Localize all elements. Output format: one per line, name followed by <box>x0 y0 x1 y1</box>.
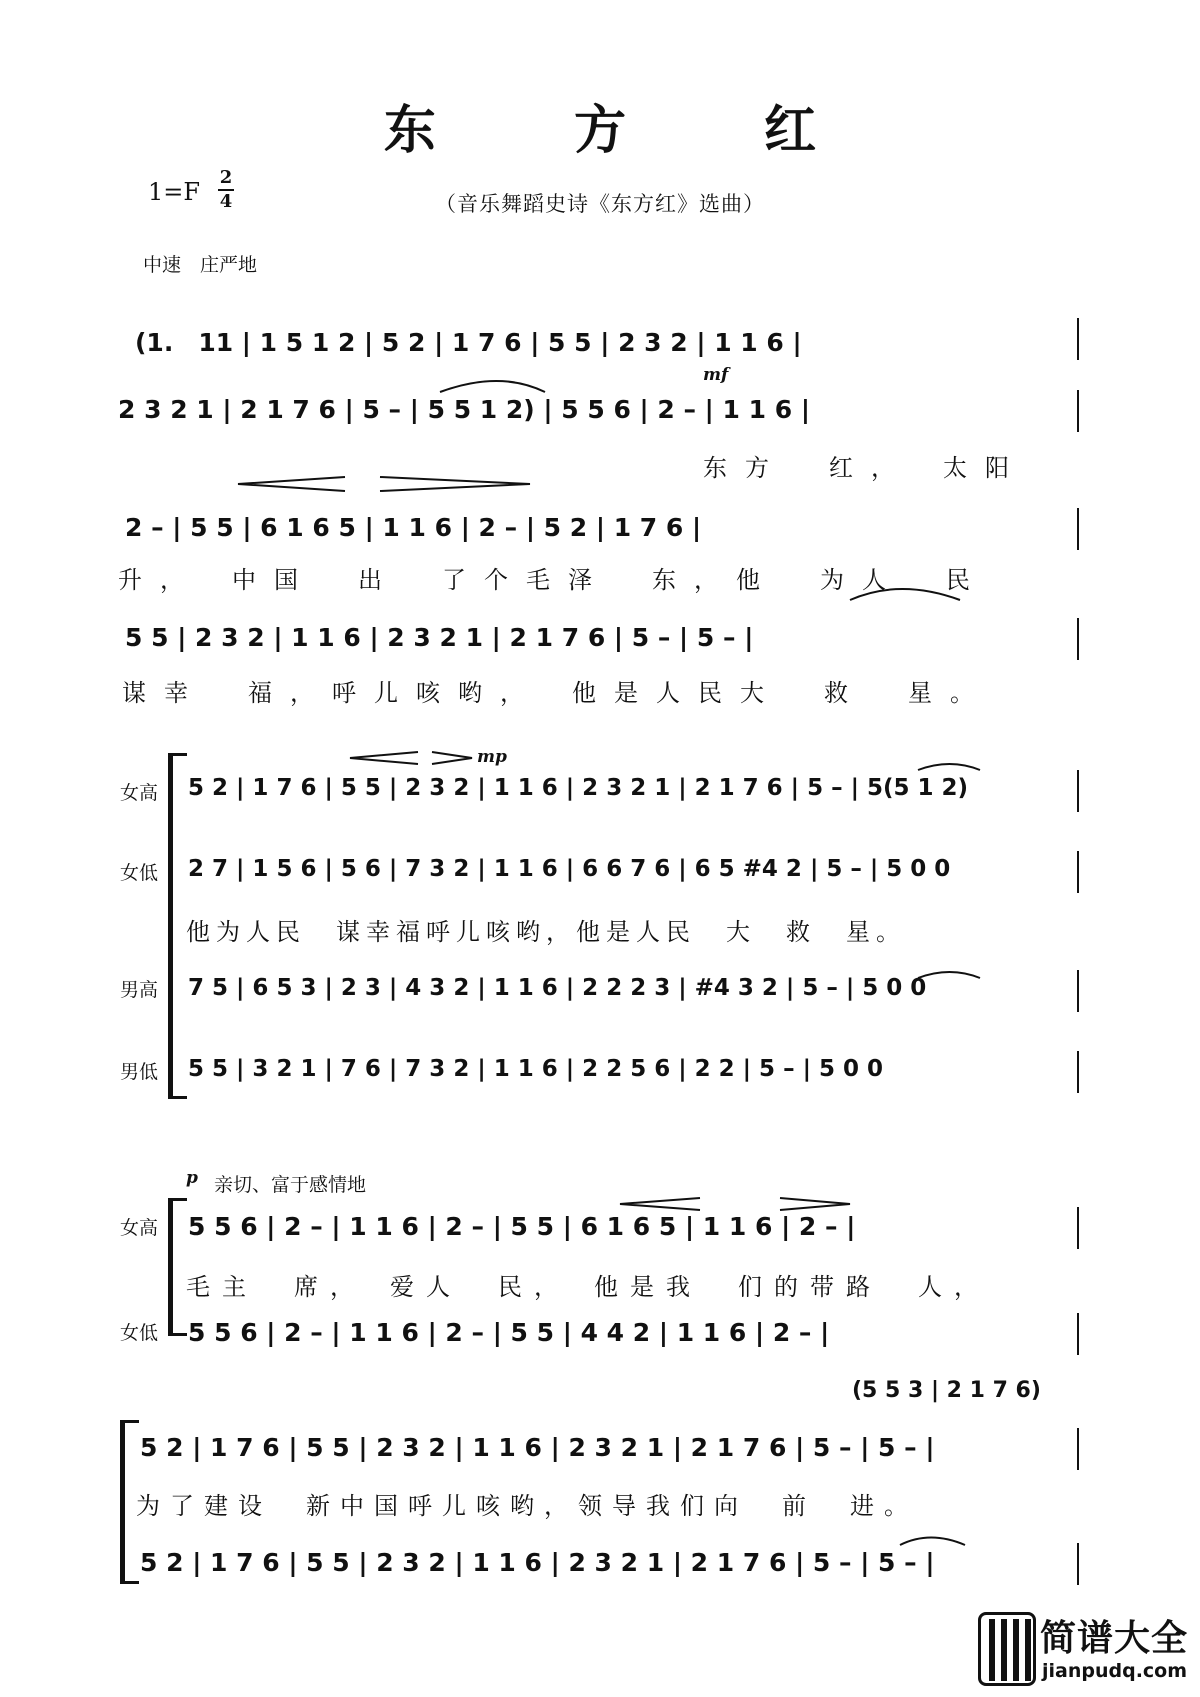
decrescendo-hairpin <box>380 477 530 491</box>
notes: 5 2 | 1 7 6 | 5 5 | 2 3 2 | 1 1 6 | 2 3 2 1 | 2 1 7 6 | 5 – | 5(5 1 2) <box>188 775 969 801</box>
crescendo-hairpin <box>350 752 418 764</box>
notes: 5 5 | 2 3 2 | 1 1 6 | 2 3 2 1 | 2 1 7 6 | 5 – | 5 – | <box>125 623 754 652</box>
part-label: 女低 <box>120 862 159 884</box>
logo-url: jianpudq.com <box>1042 1660 1188 1682</box>
part-label: 女低 <box>120 1322 159 1344</box>
decrescendo-hairpin <box>780 1198 850 1210</box>
upper-line-3 <box>0 1433 1200 1473</box>
chorus2-lyric: 毛主 席， 爱人 民， 他是我 们的带路 人， <box>186 1273 990 1301</box>
key-signature: 1=F <box>148 178 201 206</box>
decrescendo-hairpin <box>432 752 472 764</box>
notes: 5 5 6 | 2 – | 1 1 6 | 2 – | 5 5 | 6 1 6 5 | 1 1 6 | 2 – | <box>188 1212 856 1241</box>
subtitle: （音乐舞蹈史诗《东方红》选曲） <box>435 192 765 216</box>
notes: 5 2 | 1 7 6 | 5 5 | 2 3 2 | 1 1 6 | 2 3 2 1 | 2 1 7 6 | 5 – | 5 – | <box>140 1548 935 1577</box>
tenor-line <box>0 975 1200 1015</box>
melody-line-2 <box>0 395 1200 435</box>
dynamic-mp: mp <box>477 747 507 767</box>
chorus1-lyric: 他为人民 谋幸福呼儿咳哟，他是人民 大 救 星。 <box>186 918 906 946</box>
lyric-line-1: 东方 红， 太阳 <box>703 454 1027 482</box>
crescendo-hairpin <box>238 477 345 491</box>
lyric-line-3: 谋幸 福，呼儿咳哟， 他是人民大 救 星。 <box>122 679 992 707</box>
interlude: (5 5 3 | 2 1 7 6) <box>852 1378 1041 1403</box>
notes: 5 5 6 | 2 – | 1 1 6 | 2 – | 5 5 | 4 4 2 | 1 1 6 | 2 – | <box>188 1318 830 1347</box>
alto-line-2 <box>0 1318 1200 1358</box>
alto-line <box>0 856 1200 896</box>
part-label: 女高 <box>120 1217 159 1239</box>
notes: 2 3 2 1 | 2 1 7 6 | 5 – | 5 5 1 2) | 5 5 6 | 2 – | 1 1 6 | <box>118 395 810 424</box>
notes: (1. 11 | 1 5 1 2 | 5 2 | 1 7 6 | 5 5 | 2 3 2 | 1 1 6 | <box>135 328 802 357</box>
notes: 7 5 | 6 5 3 | 2 3 | 4 3 2 | 1 1 6 | 2 2 2 3 | #4 3 2 | 5 – | 5 0 0 <box>188 975 927 1001</box>
soprano-line <box>0 775 1200 815</box>
notes: 5 2 | 1 7 6 | 5 5 | 2 3 2 | 1 1 6 | 2 3 2 1 | 2 1 7 6 | 5 – | 5 – | <box>140 1433 935 1462</box>
piano-logo-icon <box>978 1612 1036 1686</box>
lower-line-3 <box>0 1548 1200 1588</box>
time-signature <box>218 168 234 212</box>
tie-slur <box>900 1538 965 1546</box>
part-label: 女高 <box>120 782 159 804</box>
melody-line-3 <box>0 513 1200 553</box>
notes: 2 7 | 1 5 6 | 5 6 | 7 3 2 | 1 1 6 | 6 6 7 6 | 6 5 #4 2 | 5 – | 5 0 0 <box>188 856 951 882</box>
dynamic-mf: mf <box>703 365 729 385</box>
melody-line-4 <box>0 623 1200 663</box>
notes: 5 5 | 3 2 1 | 7 6 | 7 3 2 | 1 1 6 | 2 2 5 6 | 2 2 | 5 – | 5 0 0 <box>188 1056 884 1082</box>
meter-bottom: 4 <box>219 191 233 212</box>
dynamic-p: p <box>186 1168 198 1188</box>
notes: 2 – | 5 5 | 6 1 6 5 | 1 1 6 | 2 – | 5 2 | 1 7 6 | <box>125 513 702 542</box>
soprano-line-2 <box>0 1212 1200 1252</box>
tie-slur <box>918 764 980 770</box>
meter-top: 2 <box>219 167 233 188</box>
expression-marking: 亲切、富于感情地 <box>214 1174 367 1196</box>
bass-line <box>0 1056 1200 1096</box>
logo-text: 简谱大全 <box>1040 1618 1189 1659</box>
song-title: 东 方 红 <box>383 100 877 161</box>
part-label: 男高 <box>120 979 159 1001</box>
tie-slur <box>440 381 545 392</box>
tempo-marking: 中速 庄严地 <box>143 254 258 276</box>
chorus3-lyric: 为了建设 新中国呼儿咳哟，领导我们向 前 进。 <box>136 1492 918 1520</box>
part-label: 男低 <box>120 1061 159 1083</box>
melody-line-1 <box>0 323 1200 363</box>
lyric-line-2: 升， 中国 出 了个毛泽 东，他 为人 民 <box>118 566 988 594</box>
crescendo-hairpin <box>620 1198 700 1210</box>
